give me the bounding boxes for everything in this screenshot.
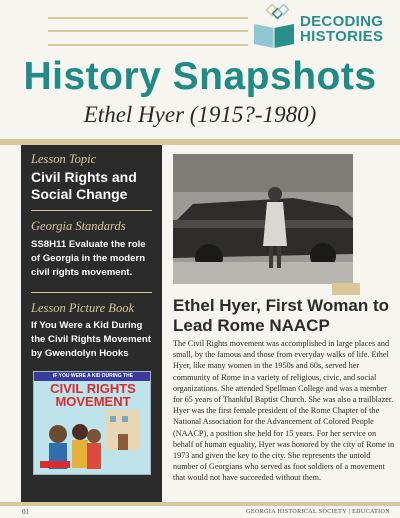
lesson-topic-line: Social Change [31,186,128,202]
woman-with-car-photo [173,154,353,284]
historical-photo [173,154,353,284]
footer-org: GEORGIA HISTORICAL SOCIETY | EDUCATION [246,509,390,515]
book-line: If You Were a Kid During [31,320,143,331]
standard-line: SS8H11 Evaluate the role [31,239,146,250]
book-cover-title-line: MOVEMENT [55,394,131,409]
picture-book-title [31,319,151,361]
photo-tab [332,283,360,295]
top-banner [0,0,400,58]
article-body: The Civil Rights movement was accomplished in large places and small, by the famous and those from everyday walks of life. Ethel Hyer, like many women in the 1950s and 60s, served her community of Rome in a variety of religious, civic, and social organizations. She attended Spellman College and was a member for 65 years of Thankful Baptist Church. She was also a trailblazer. Hyer was the first female president of the Rome Chapter of the National Association for the Advancement of Colored People (NAACP), a position she held for 15 years. For her service on behalf of human equality, Hyer was honored by the city of Rome in 1973 and given the key to the city. She represents the untold number of Georgians who served as foot soldiers of a movement that would not have succeeded without them. [173,339,395,483]
page-title: History Snapshots [23,55,377,98]
book-cover-title-line: CIVIL RIGHTS [50,381,136,396]
book-cover-image [33,371,151,475]
sidebar-divider [31,210,152,211]
georgia-standard [31,238,146,280]
book-line: by Gwendolyn Hooks [31,348,129,359]
lesson-topic-label: Lesson Topic [31,152,97,166]
decorative-rule [48,17,248,19]
decorative-rule [48,44,248,46]
standard-line: civil rights movement. [31,267,133,278]
standards-label: Georgia Standards [31,219,126,233]
decorative-rule [48,30,248,32]
lesson-topic [31,169,137,203]
page-subtitle: Ethel Hyer (1915?-1980) [83,102,317,127]
publisher-badge [40,461,70,468]
decoding-histories-logo [248,4,396,52]
lesson-topic-line: Civil Rights and [31,169,137,185]
book-cover-illustration [34,372,151,475]
logo-wordmark [300,14,383,44]
logo-line-1: DECODING [300,13,384,30]
picture-book-label: Lesson Picture Book [31,301,134,315]
article-heading [173,296,395,336]
article-heading-line: Lead Rome NAACP [173,316,330,335]
sidebar-divider [31,292,152,293]
book-cover-top-text: IF YOU WERE A KID DURING THE [34,372,151,381]
logo-line-2: HISTORIES [300,28,384,45]
lesson-sidebar [21,145,162,502]
book-logo-icon [250,4,300,50]
book-line: the Civil Rights Movement [31,334,151,345]
standard-line: of Georgia in the modern [31,253,146,264]
article-heading-line: Ethel Hyer, First Woman to [173,296,390,315]
page-number: 01 [22,508,29,516]
